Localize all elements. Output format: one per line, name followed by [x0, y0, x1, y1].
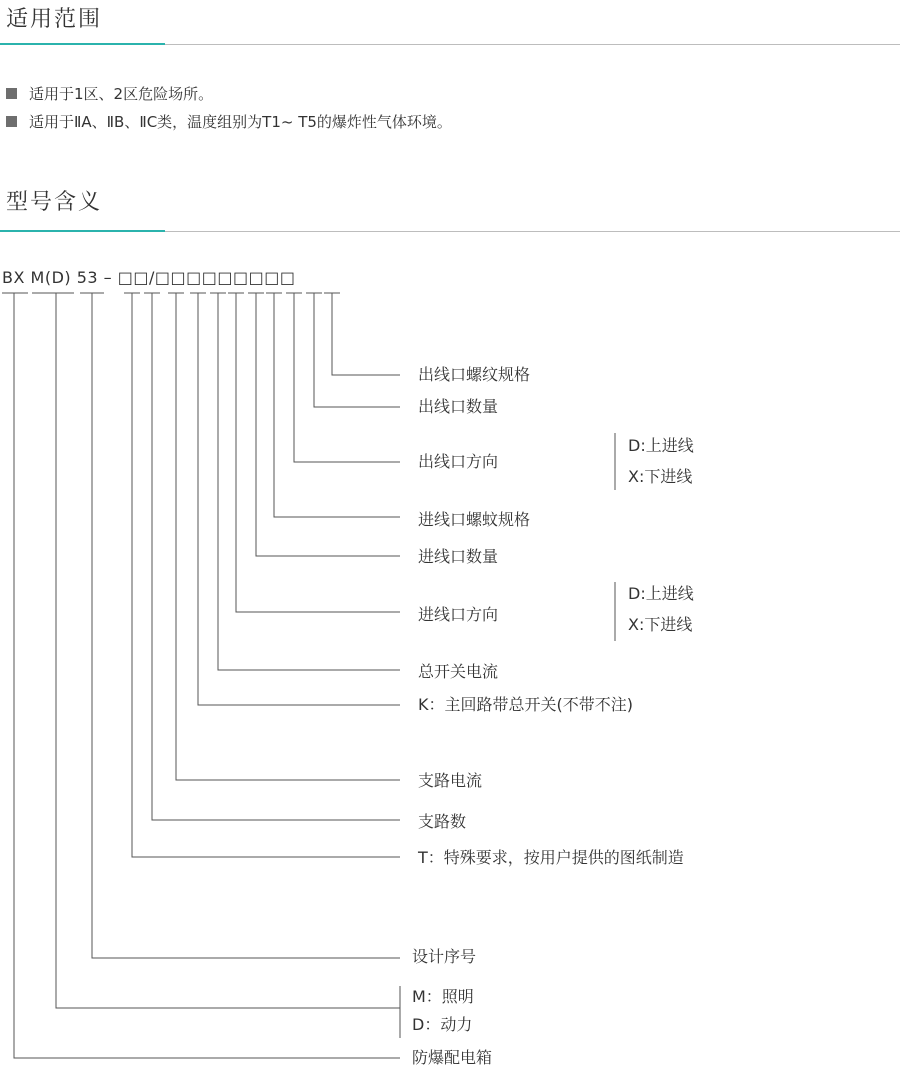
- leader-line: [92, 293, 400, 958]
- label-in-dir: 进线口方向: [418, 605, 499, 624]
- label-main-current: 总开关电流: [418, 662, 499, 681]
- label-design-no: 设计序号: [412, 947, 477, 966]
- leader-line: [132, 293, 400, 857]
- label-in-count: 进线口数量: [418, 547, 499, 566]
- leader-line: [198, 293, 400, 705]
- list-item-text: 适用于1区、2区危险场所。: [29, 85, 214, 103]
- label-in-dir-x: X:下进线: [628, 615, 693, 634]
- leader-line: [274, 293, 400, 517]
- label-in-dir-d: D:上进线: [628, 584, 694, 603]
- leader-line: [294, 293, 400, 462]
- leader-line: [314, 293, 400, 407]
- label-out-count: 出线口数量: [418, 397, 499, 416]
- leader-line: [56, 293, 400, 1008]
- label-branch-count: 支路数: [418, 812, 467, 831]
- leader-line: [236, 293, 400, 612]
- label-t-special: T：特殊要求，按用户提供的图纸制造: [418, 848, 684, 867]
- label-out-dir-x: X:下进线: [628, 467, 693, 486]
- label-out-thread: 出线口螺纹规格: [418, 365, 531, 384]
- list-item-text: 适用于ⅡA、ⅡB、ⅡC类，温度组别为T1~ T5的爆炸性气体环境。: [29, 113, 452, 131]
- label-out-dir-d: D:上进线: [628, 436, 694, 455]
- label-branch-current: 支路电流: [418, 771, 483, 790]
- section-title-scope: 适用范围: [6, 7, 103, 32]
- label-in-thread: 进线口螺蚊规格: [418, 510, 531, 529]
- section-title-model: 型号含义: [6, 190, 103, 215]
- leader-line: [176, 293, 400, 780]
- leader-line: [218, 293, 400, 670]
- model-code: BX M(D) 53 – □□/□□□□□□□□□: [2, 268, 296, 287]
- label-m-lighting: M：照明: [412, 987, 474, 1006]
- label-out-dir: 出线口方向: [418, 452, 499, 471]
- label-product: 防爆配电箱: [412, 1048, 493, 1067]
- leader-line: [14, 293, 400, 1058]
- label-d-power: D：动力: [412, 1015, 473, 1034]
- leader-line: [332, 293, 400, 375]
- label-k-switch: K：主回路带总开关(不带不注): [418, 695, 633, 714]
